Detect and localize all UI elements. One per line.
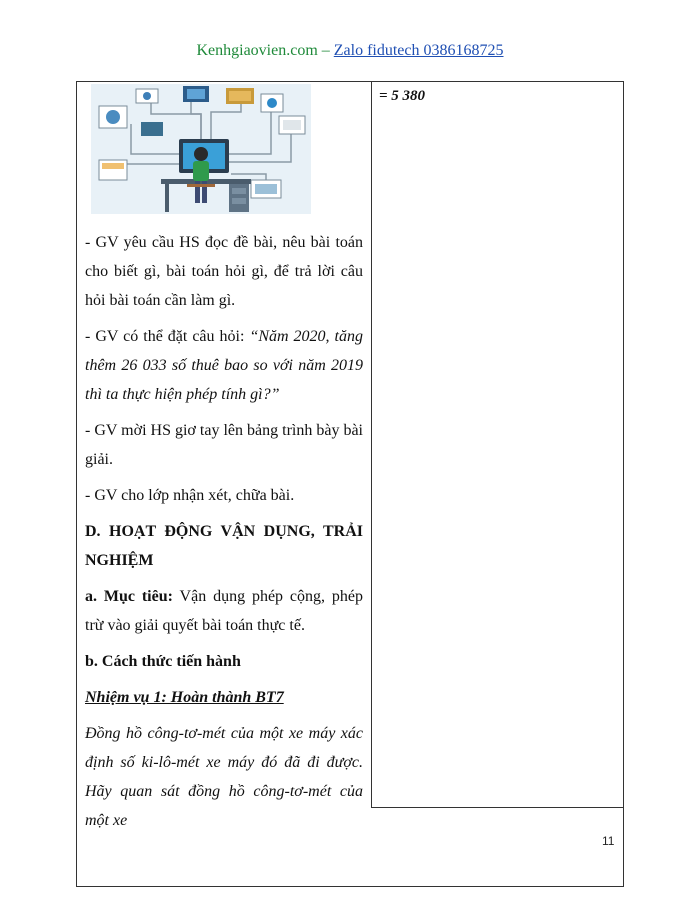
- instruction-paragraph-1: - GV yêu cầu HS đọc đề bài, nêu bài toán cho biết gì, bài toán hỏi gì, để trả lời câu hỏi bài toán cần làm gì.: [85, 234, 363, 309]
- zalo-link[interactable]: Zalo fidutech 0386168725: [333, 42, 504, 59]
- objective-text: Vận dụng phép cộng, phép trừ vào giải quyết bài toán thực tế.: [85, 588, 363, 634]
- task-description: Đồng hồ công-tơ-mét của một xe máy xác định số ki-lô-mét xe máy đó đã đi được. Hãy quan sát đồng hồ công-tơ-mét của một xe: [85, 725, 363, 829]
- page-header: [0, 42, 700, 60]
- question-quote: “Năm 2020, tăng thêm 26 033 số thuê bao so với năm 2019 thì ta thực hiện phép tính gì?”: [85, 328, 364, 403]
- site-name: Kenhgiaovien.com: [196, 42, 318, 59]
- page-number: 11: [602, 834, 615, 848]
- right-cell-bottom-border: [371, 807, 624, 808]
- task-heading: Nhiệm vụ 1: Hoàn thành BT7: [85, 689, 284, 706]
- instruction-paragraph-3: - GV mời HS giơ tay lên bảng trình bày bài giải.: [85, 422, 363, 468]
- question-prefix: - GV có thể đặt câu hỏi:: [85, 328, 250, 345]
- calculation-result: = 5 380: [379, 88, 426, 104]
- method-heading: b. Cách thức tiến hành: [85, 653, 241, 670]
- section-heading: D. HOẠT ĐỘNG VẬN DỤNG, TRẢI NGHIỆM: [85, 523, 363, 569]
- computer-network-illustration: [91, 84, 311, 214]
- objective-paragraph: [85, 582, 363, 640]
- header-separator: –: [317, 42, 334, 59]
- objective-label: a. Mục tiêu:: [85, 588, 173, 605]
- lesson-table: [76, 81, 624, 887]
- instruction-paragraph-4: - GV cho lớp nhận xét, chữa bài.: [85, 487, 295, 504]
- instruction-paragraph-2: [85, 322, 363, 409]
- teacher-activity-column: [77, 82, 371, 842]
- column-divider: [371, 82, 372, 807]
